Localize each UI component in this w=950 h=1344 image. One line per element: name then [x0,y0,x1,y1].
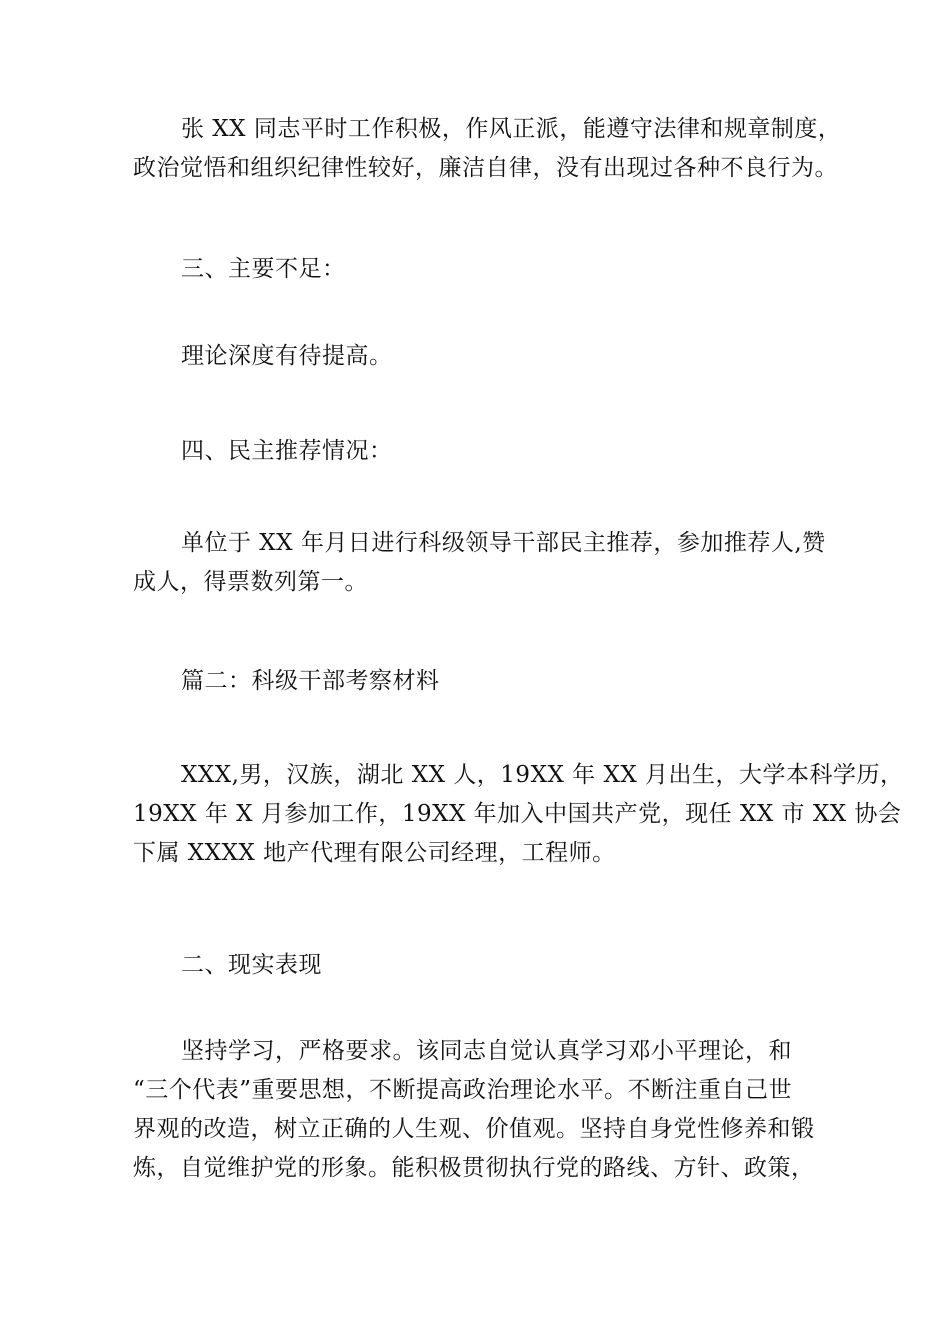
paragraph-performance [133,1032,823,1188]
text-line: 成人，得票数列第一。 [133,569,368,595]
text-line: XXX,男，汉族，湖北 XX 人，19XX 年 XX 月出生，大学本科学历， [181,762,904,788]
text-line: 下属 XXXX 地产代理有限公司经理，工程师。 [133,840,616,866]
heading-part-two [133,662,823,701]
heading-performance [133,946,823,985]
text-line: 理论深度有待提高。 [181,343,393,369]
text-line: “三个代表”重要思想，不断提高政治理论水平。不断注重自己世 [133,1077,793,1103]
heading-text: 篇二：科级干部考察材料 [181,668,440,694]
heading-shortcomings [133,250,823,289]
heading-text: 二、现实表现 [181,952,322,978]
text-line: 界观的改造，树立正确的人生观、价值观。坚持自身党性修养和锻 [133,1116,815,1142]
paragraph-profile [133,756,904,873]
text-line: 张 XX 同志平时工作积极，作风正派，能遵守法律和规章制度， [181,116,842,142]
text-line: 炼，自觉维护党的形象。能积极贯彻执行党的路线、方针、政策， [133,1155,815,1181]
paragraph-conduct [133,110,842,188]
heading-text: 三、主要不足： [181,256,346,282]
text-line: 政治觉悟和组织纪律性较好，廉洁自律，没有出现过各种不良行为。 [133,155,838,181]
paragraph-shortcomings [133,337,823,376]
heading-recommendation [133,432,823,471]
text-line: 单位于 XX 年月日进行科级领导干部民主推荐，参加推荐人,赞 [181,530,826,556]
paragraph-recommendation [133,524,826,602]
text-line: 19XX 年 X 月参加工作，19XX 年加入中国共产党，现任 XX 市 XX 协会 [133,801,902,827]
text-line: 坚持学习，严格要求。该同志自觉认真学习邓小平理论，和 [181,1038,792,1064]
heading-text: 四、民主推荐情况： [181,438,393,464]
